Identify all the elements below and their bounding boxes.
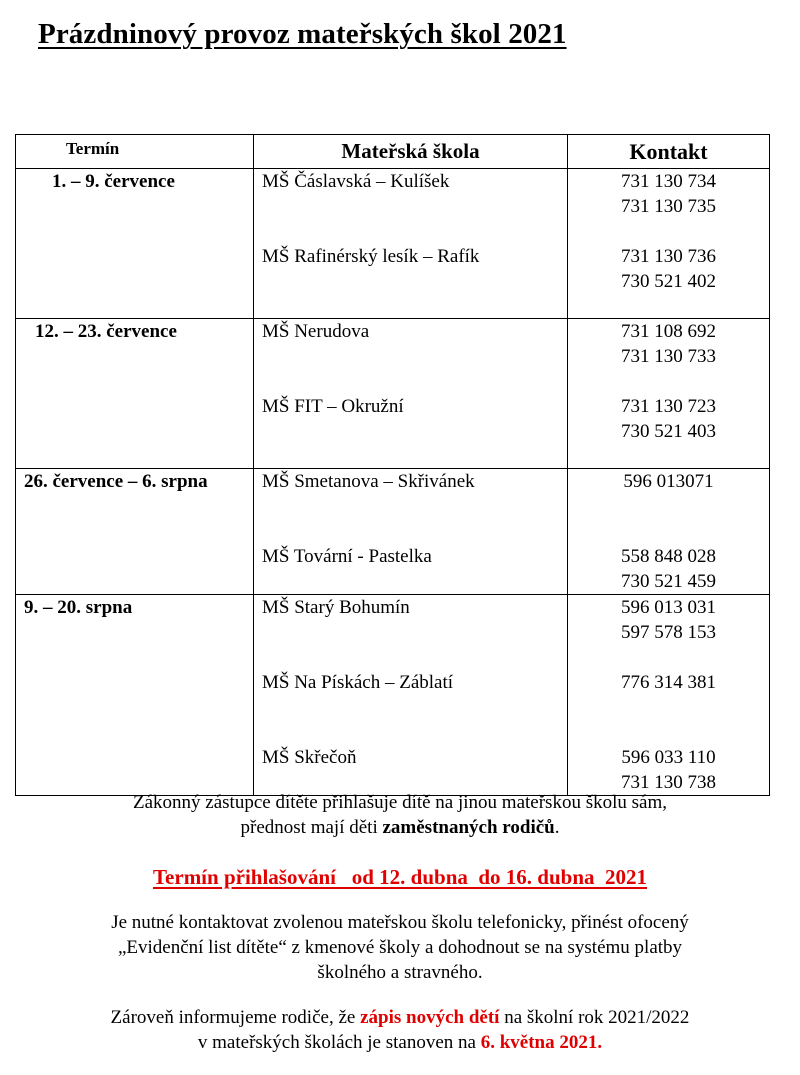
term-text: 12. – 23. července: [35, 321, 177, 342]
school-name: MŠ Rafinérský lesík – Rafík: [262, 246, 480, 267]
notes-section: [0, 790, 800, 1055]
note-line: Zákonný zástupce dítěte přihlašuje dítě na jinou mateřskou školu sám,: [133, 792, 667, 813]
phone-number[interactable]: 730 521 403: [621, 421, 716, 442]
phone-number[interactable]: 731 130 736: [621, 246, 716, 267]
school-cell: [254, 595, 568, 796]
registration-deadline: Termín přihlašování od 12. dubna do 16. dubna 2021: [152, 865, 648, 889]
note-line: Je nutné kontaktovat zvolenou mateřskou školu telefonicky, přinést ofocený: [111, 912, 689, 933]
note-line: [0, 1030, 800, 1055]
header-school: Mateřská škola: [254, 135, 568, 169]
table-body: [16, 169, 770, 796]
note-text: na školní rok 2021/2022: [499, 1007, 690, 1028]
table-row: [16, 169, 770, 319]
phone-number[interactable]: 596 013 031: [621, 597, 716, 618]
school-name: MŠ Smetanova – Skřivánek: [262, 471, 475, 492]
phone-number[interactable]: 558 848 028: [621, 546, 716, 567]
school-name: MŠ FIT – Okružní: [262, 396, 404, 417]
note-line: [0, 1005, 800, 1030]
term-cell: [16, 595, 254, 796]
school-cell: [254, 469, 568, 595]
phone-number[interactable]: 730 521 459: [621, 571, 716, 592]
school-name: MŠ Skřečoň: [262, 747, 357, 768]
table-row: [16, 319, 770, 469]
phone-number[interactable]: 776 314 381: [621, 672, 716, 693]
note-text: přednost mají děti: [240, 817, 383, 838]
contact-cell: [568, 469, 770, 595]
term-text: 1. – 9. července: [52, 171, 175, 192]
note-bold: zaměstnaných rodičů: [382, 817, 555, 838]
table-row: [16, 469, 770, 595]
contact-cell: [568, 169, 770, 319]
phone-number[interactable]: 731 130 734: [621, 171, 716, 192]
phone-number[interactable]: 731 130 733: [621, 346, 716, 367]
note-text: v mateřských školách je stanoven na: [197, 1032, 481, 1053]
school-cell: [254, 319, 568, 469]
note-red: 6. května 2021.: [480, 1032, 603, 1053]
note-line: „Evidenční list dítěte“ z kmenové školy a dohodnout se na systému platby: [117, 937, 683, 958]
note-red: zápis nových dětí: [360, 1007, 500, 1028]
phone-number[interactable]: 731 130 735: [621, 196, 716, 217]
note-text: .: [554, 817, 560, 838]
note-line: [0, 815, 800, 840]
note-line: školného a stravného.: [317, 962, 483, 983]
phone-number[interactable]: 596 013071: [623, 471, 714, 492]
term-cell: [16, 469, 254, 595]
table-header-row: [16, 135, 770, 169]
contact-cell: [568, 595, 770, 796]
header-term: Termín: [16, 135, 254, 169]
contact-cell: [568, 319, 770, 469]
school-name: MŠ Čáslavská – Kulíšek: [262, 171, 450, 192]
phone-number[interactable]: 731 108 692: [621, 321, 716, 342]
page-title: Prázdninový provoz mateřských škol 2021: [38, 18, 567, 50]
table-row: [16, 595, 770, 796]
header-contact: Kontakt: [568, 135, 770, 169]
school-cell: [254, 169, 568, 319]
term-text: 26. července – 6. srpna: [24, 471, 208, 492]
phone-number[interactable]: 597 578 153: [621, 622, 716, 643]
school-name: MŠ Na Pískách – Záblatí: [262, 672, 454, 693]
note-text: Zároveň informujeme rodiče, že: [110, 1007, 361, 1028]
phone-number[interactable]: 730 521 402: [621, 271, 716, 292]
phone-number[interactable]: 596 033 110: [621, 747, 716, 768]
phone-number[interactable]: 731 130 738: [621, 772, 716, 793]
school-name: MŠ Nerudova: [262, 321, 370, 342]
term-cell: [16, 319, 254, 469]
term-cell: [16, 169, 254, 319]
school-name: MŠ Starý Bohumín: [262, 597, 410, 618]
school-name: MŠ Tovární - Pastelka: [262, 546, 432, 567]
schedule-table: [15, 134, 770, 796]
phone-number[interactable]: 731 130 723: [621, 396, 716, 417]
term-text: 9. – 20. srpna: [24, 597, 133, 618]
